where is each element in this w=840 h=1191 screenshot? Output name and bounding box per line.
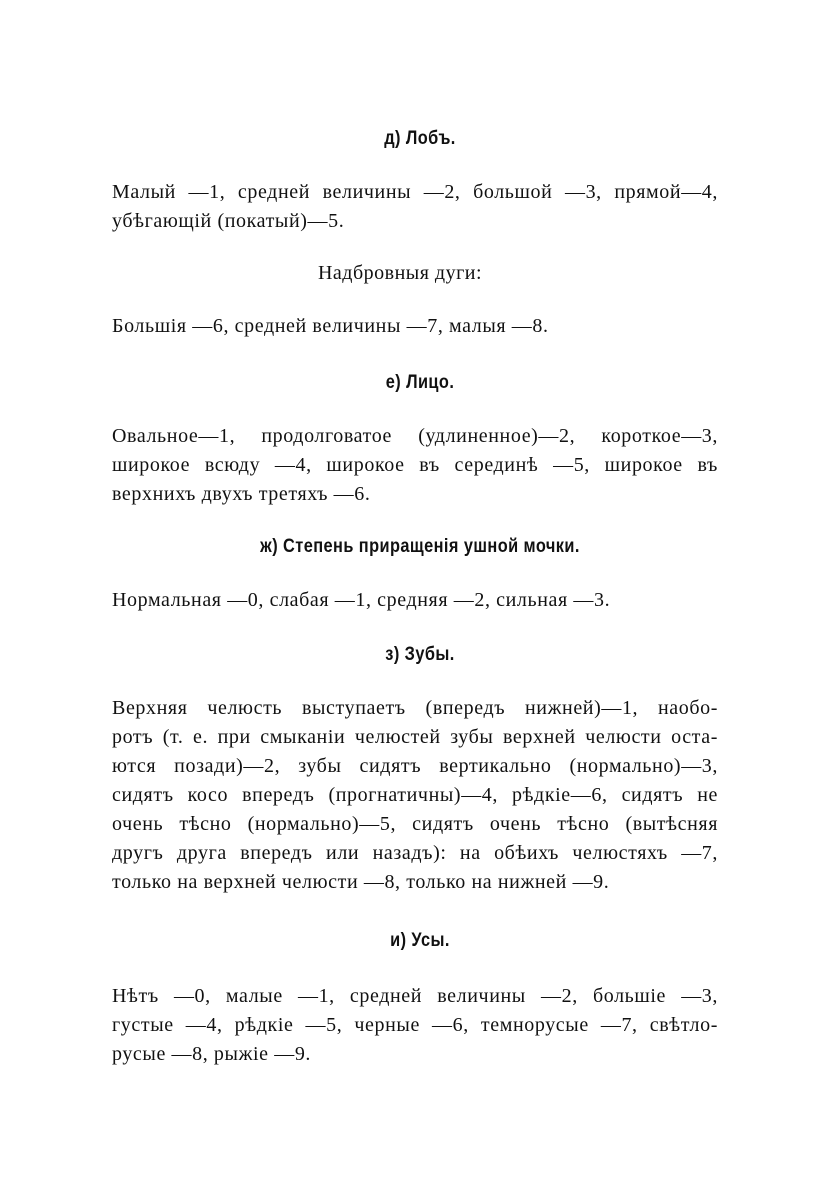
text-line: Нѣтъ —0, малые —1, средней величины —2, большіе —3, xyxy=(112,985,718,1007)
paragraph-face xyxy=(112,422,718,509)
text-line: верхнихъ двухъ третяхъ —6. xyxy=(112,483,371,505)
text-line: русые —8, рыжіе —9. xyxy=(112,1043,312,1065)
text-line: очень тѣсно (нормально)—5, сидятъ очень тѣсно (вытѣсняя xyxy=(112,813,718,835)
paragraph-teeth xyxy=(112,694,718,897)
text-line: убѣгающій (покатый)—5. xyxy=(112,210,345,232)
text-line: ротъ (т. е. при смыканіи челюстей зубы верхней челюсти оста- xyxy=(112,726,718,748)
text-line: широкое всюду —4, широкое въ серединѣ —5, широкое въ xyxy=(112,454,718,476)
text-line: Овальное—1, продолговатое (удлиненное)—2, короткое—3, xyxy=(112,425,718,447)
paragraph-earlobe xyxy=(112,586,718,615)
text-line: Верхняя челюсть выступаетъ (впередъ нижней)—1, наобо- xyxy=(112,697,718,719)
text-line: ются позади)—2, зубы сидятъ вертикально (нормально)—3, xyxy=(112,755,718,777)
text-line: сидятъ косо впередъ (прогнатичны)—4, рѣдкіе—6, сидятъ не xyxy=(112,784,718,806)
section-heading-teeth: з) Зубы. xyxy=(385,644,455,665)
text-line: Большія —6, средней величины —7, малыя —8. xyxy=(112,315,549,337)
section-heading-mustache: и) Усы. xyxy=(390,930,450,951)
paragraph-forehead xyxy=(112,178,718,236)
text-line: густые —4, рѣдкіе —5, черные —6, темнорусые —7, свѣтло- xyxy=(112,1014,718,1036)
section-heading-forehead: д) Лобъ. xyxy=(384,128,456,149)
text-line: только на верхней челюсти —8, только на нижней —9. xyxy=(112,871,610,893)
section-heading-earlobe: ж) Степень приращенія ушной мочки. xyxy=(260,536,580,557)
text-line: Малый —1, средней величины —2, большой —3, прямой—4, xyxy=(112,181,718,203)
text-line: Нормальная —0, слабая —1, средняя —2, сильная —3. xyxy=(112,589,611,611)
paragraph-mustache xyxy=(112,982,718,1069)
paragraph-brow-ridges xyxy=(112,312,718,341)
text-line: другъ друга впередъ или назадъ): на обѣихъ челюстяхъ —7, xyxy=(112,842,718,864)
subheading-brow-ridges: Надбровныя дуги: xyxy=(317,262,483,284)
section-heading-face: е) Лицо. xyxy=(385,372,455,393)
